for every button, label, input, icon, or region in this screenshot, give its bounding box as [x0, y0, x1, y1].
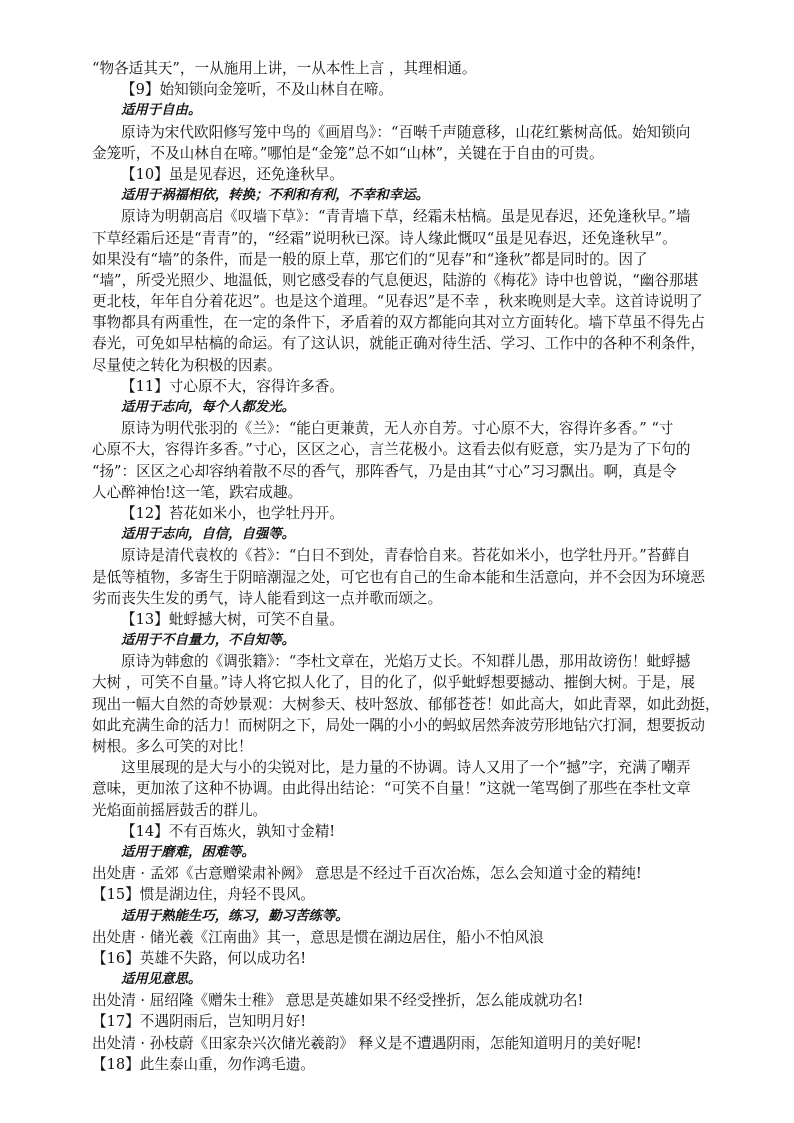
text-line: 人心醉神怡!这一笔，跌宕成趣。 [92, 483, 303, 501]
text-line: 现出一幅大自然的奇妙景观：大树参天、枝叶怒放、郁郁苍苍！如此高大，如此青翠，如此劲挺， [92, 695, 720, 713]
document-body [92, 58, 720, 1075]
text-line: 这里展现的是大与小的尖锐对比，是力量的不协调。诗人又用了一个“撼”字，充满了嘲弄 [121, 759, 691, 777]
usage-note-line: 适用于不自量力，不自知等。 [121, 633, 296, 649]
usage-note-line: 适用于志向，每个人都发光。 [121, 400, 296, 415]
text-line: 【11】寸心原不大，容得许多香。 [121, 377, 344, 395]
text-line: 【16】英雄不失路，何以成功名! [92, 949, 307, 967]
text-line: 【10】虽是见春迟，还免逢秋早。 [121, 165, 344, 183]
usage-note-line: 适用于志向，自信，自强等。 [121, 527, 296, 543]
text-line: 下草经霜后还是“青青”的，“经霜”说明秋已深。诗人缘此慨叹“虽是见春迟，还免逢秋早”。 [92, 229, 677, 247]
text-line: 春光，可免如早枯槁的命运。有了这认识，就能正确对待生活、学习、工作中的各种不利条件， [92, 335, 705, 353]
text-line: 【13】蚍蜉撼大树，可笑不自量。 [121, 610, 344, 628]
text-line: 原诗为宋代欧阳修写笼中鸟的《画眉鸟》：“百啭千声随意移，山花红紫树高低。始知锁向 [121, 123, 691, 141]
text-line: 事物都具有两重性，在一定的条件下，矛盾着的双方都能向其对立方面转化。墙下草虽不得先占 [92, 314, 705, 332]
text-line: “扬”：区区之心却容纳着散不尽的香气，那阵香气，乃是由其“寸心”习习飘出。啊，真是令 [92, 462, 677, 480]
text-line: 如此充满生命的活力！而树阴之下，局处一隅的小小的蚂蚁居然奔波劳形地钻穴打洞，想要扳动 [92, 716, 705, 734]
usage-note-line: 适用于熟能生巧，练习，勤习苦练等。 [121, 908, 349, 924]
text-line: 出处唐 · 孟郊《古意赠梁肃补阙》 意思是不经过千百次冶炼，怎么会知道寸金的精纯! [92, 865, 642, 883]
usage-note-line: 适用于磨难，困难等。 [121, 844, 255, 860]
text-line: 原诗为明朝高启《叹墙下草》：“青青墙下草，经霜未枯槁。虽是见春迟，还免逢秋早。”墙 [121, 208, 691, 226]
text-line: 【18】此生泰山重，勿作鸿毛遗。 [92, 1055, 315, 1073]
text-line: 如果没有“墙”的条件，而是一般的原上草，那它们的“见春”和“逢秋”都是同时的。因了 [92, 250, 648, 268]
text-line: 【12】苔花如米小，也学牡丹开。 [121, 504, 344, 522]
text-line: 是低等植物，多寄生于阴暗潮湿之处，可它也有自己的生命本能和生活意向，并不会因为环境恶 [92, 568, 705, 586]
text-line: 心原不大，容得许多香。”寸心，区区之心，言兰花极小。这看去似有贬意，实乃是为了下句的 [92, 441, 691, 459]
text-line: 更北枝，年年自分着花迟”。也是这个道理。“见春迟”是不幸 ，秋来晚则是大幸。这首诗说明了 [92, 293, 703, 311]
text-line: 光焰面前摇唇鼓舌的群儿。 [92, 801, 268, 819]
text-line: 尽量使之转化为积极的因素。 [92, 356, 282, 374]
text-line: “物各适其天”，一从施用上讲，一从本性上言 ，其理相通。 [92, 60, 477, 77]
text-line: 劣而丧失生发的勇气，诗人能看到这一点并歌而颂之。 [92, 589, 443, 607]
text-line: 原诗是清代袁枚的《苔》：“白日不到处，青春恰自来。苔花如米小，也学牡丹开。”苔藓自 [121, 547, 691, 565]
text-line: 树根。多么可笑的对比！ [92, 738, 253, 755]
text-line: 大树 ，可笑不自量。”诗人将它拟人化了，目的化了，似乎蚍蜉想要撼动、摧倒大树。于是，展 [92, 674, 696, 692]
text-line: 【15】惯是湖边住，舟轻不畏风。 [92, 886, 315, 904]
text-line: 【14】不有百炼火，孰知寸金精! [121, 822, 336, 840]
text-line: 意味，更加浓了这种不协调。由此得出结论：“可笑不自量！”这就一笔骂倒了那些在李杜文章 [92, 780, 691, 798]
text-line: 原诗为韩愈的《调张籍》：“李杜文章在，光焰万丈长。不知群儿愚，那用故谤伤！蚍蜉撼 [121, 653, 691, 671]
usage-note-line: 适用于自由。 [121, 103, 202, 119]
text-line: 出处清 · 屈绍隆《赠朱士稚》 意思是英雄如果不经受挫折，怎么能成就功名! [92, 992, 584, 1010]
text-line: 出处清 · 孙枝蔚《田家杂兴次储光羲韵》 释义是不遭遇阴雨，怎能知道明月的美好呢! [92, 1034, 642, 1052]
usage-note-line: 适用见意思。 [121, 972, 202, 988]
text-line: 【9】始知锁向金笼听，不及山林自在啼。 [121, 81, 393, 99]
text-line: 金笼听，不及山林自在啼。”哪怕是“金笼”总不如“山林”，关键在于自由的可贵。 [92, 144, 604, 162]
text-line: “墙”，所受光照少、地温低，则它感受春的气息便迟，陆游的《梅花》诗中也曾说，“幽谷那堪 [92, 271, 699, 289]
text-line: 原诗为明代张羽的《兰》：“能白更兼黄，无人亦自芳。寸心原不大，容得许多香。” “寸 [121, 420, 674, 438]
text-line: 【17】不遇阴雨后，岂知明月好! [92, 1013, 307, 1031]
text-line: 出处唐 · 储光羲《江南曲》其一，意思是惯在湖边居住，船小不怕风浪 [92, 928, 544, 946]
usage-note-line: 适用于祸福相依，转换；不利和有利，不幸和幸运。 [121, 188, 429, 204]
